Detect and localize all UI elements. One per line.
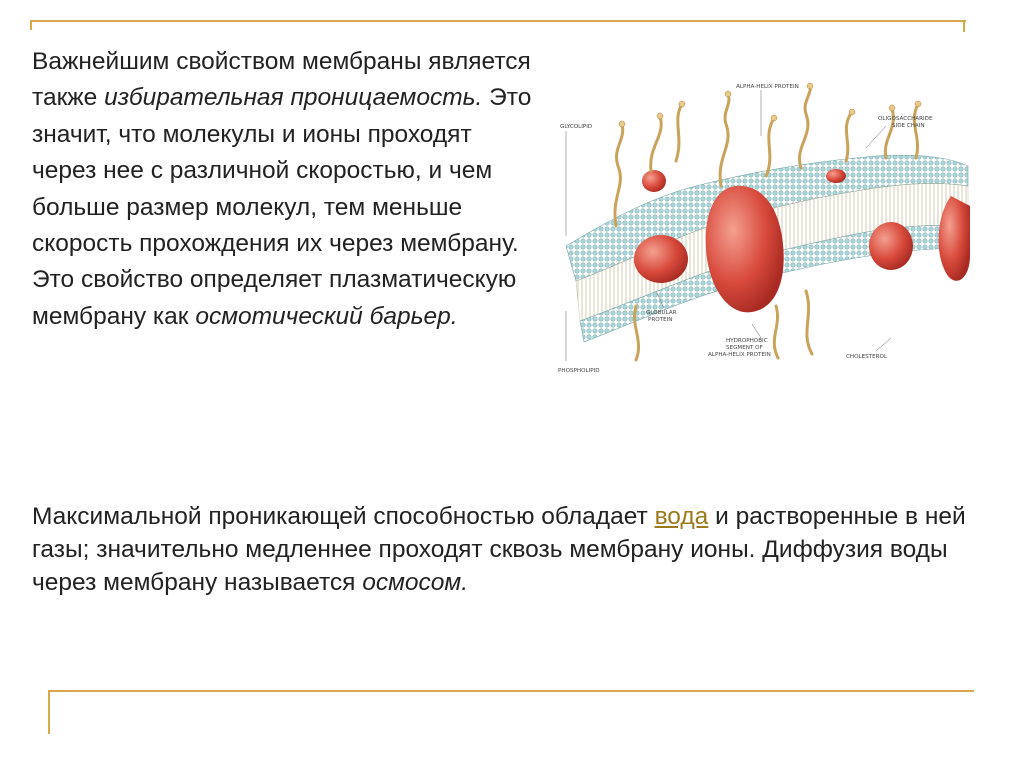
label-hydrophobic-1: HYDROPHOBIC bbox=[726, 338, 768, 344]
cell-membrane-figure bbox=[556, 76, 976, 376]
globular-protein-right bbox=[869, 222, 913, 270]
label-glycolipid: GLYCOLIPID bbox=[560, 124, 593, 130]
left-rule-tick bbox=[30, 20, 32, 30]
label-oligosaccharide-1: OLIGOSACCHARIDE bbox=[878, 116, 933, 122]
top-rule-tick bbox=[963, 20, 965, 32]
label-phospholipid: PHOSPHOLIPID bbox=[558, 368, 600, 374]
term-osmotic-barrier: осмотический барьер. bbox=[195, 302, 458, 330]
label-oligosaccharide-2: SIDE CHAIN bbox=[892, 123, 925, 129]
label-cholesterol: CHOLESTEROL bbox=[846, 354, 888, 360]
label-alpha-helix-protein: ALPHA-HELIX PROTEIN bbox=[736, 84, 799, 90]
bottom-rule-tick bbox=[48, 690, 50, 734]
globular-protein bbox=[634, 235, 688, 283]
label-hydrophobic-3: ALPHA-HELIX PROTEIN bbox=[708, 352, 771, 358]
term-osmosis: осмосом. bbox=[362, 569, 469, 596]
label-globular-2: PROTEIN bbox=[648, 317, 673, 323]
label-hydrophobic-2: SEGMENT OF bbox=[726, 345, 763, 351]
term-selective-permeability: избирательная проницаемость. bbox=[104, 84, 483, 112]
para2-text-2: и растворенные в ней газы; значительно медленнее проходят сквозь мембрану ионы. Диффузия воды через мембрану называется bbox=[32, 503, 966, 596]
para2-text-1: Максимальной проникающей способностью обладает bbox=[32, 503, 655, 530]
label-globular-1: GLOBULAR bbox=[646, 310, 677, 316]
paragraph-osmosis bbox=[32, 500, 992, 599]
link-water[interactable]: вода bbox=[654, 503, 709, 530]
paragraph-selective-permeability bbox=[32, 44, 542, 335]
para1-text-1: Важнейшим свойством мембраны является также bbox=[32, 48, 531, 112]
top-rule bbox=[30, 20, 966, 22]
small-protein bbox=[826, 169, 846, 183]
para1-text-2: Это значит, что молекулы и ионы проходят через нее с различной скоростью, и чем больше размер молекул, тем меньше скорость прохождения их через мембрану. Это свойство определяет плазматическую мембрану как bbox=[32, 84, 532, 330]
peripheral-protein bbox=[642, 170, 666, 192]
bottom-rule bbox=[48, 690, 974, 692]
cell-membrane-diagram bbox=[556, 76, 976, 376]
